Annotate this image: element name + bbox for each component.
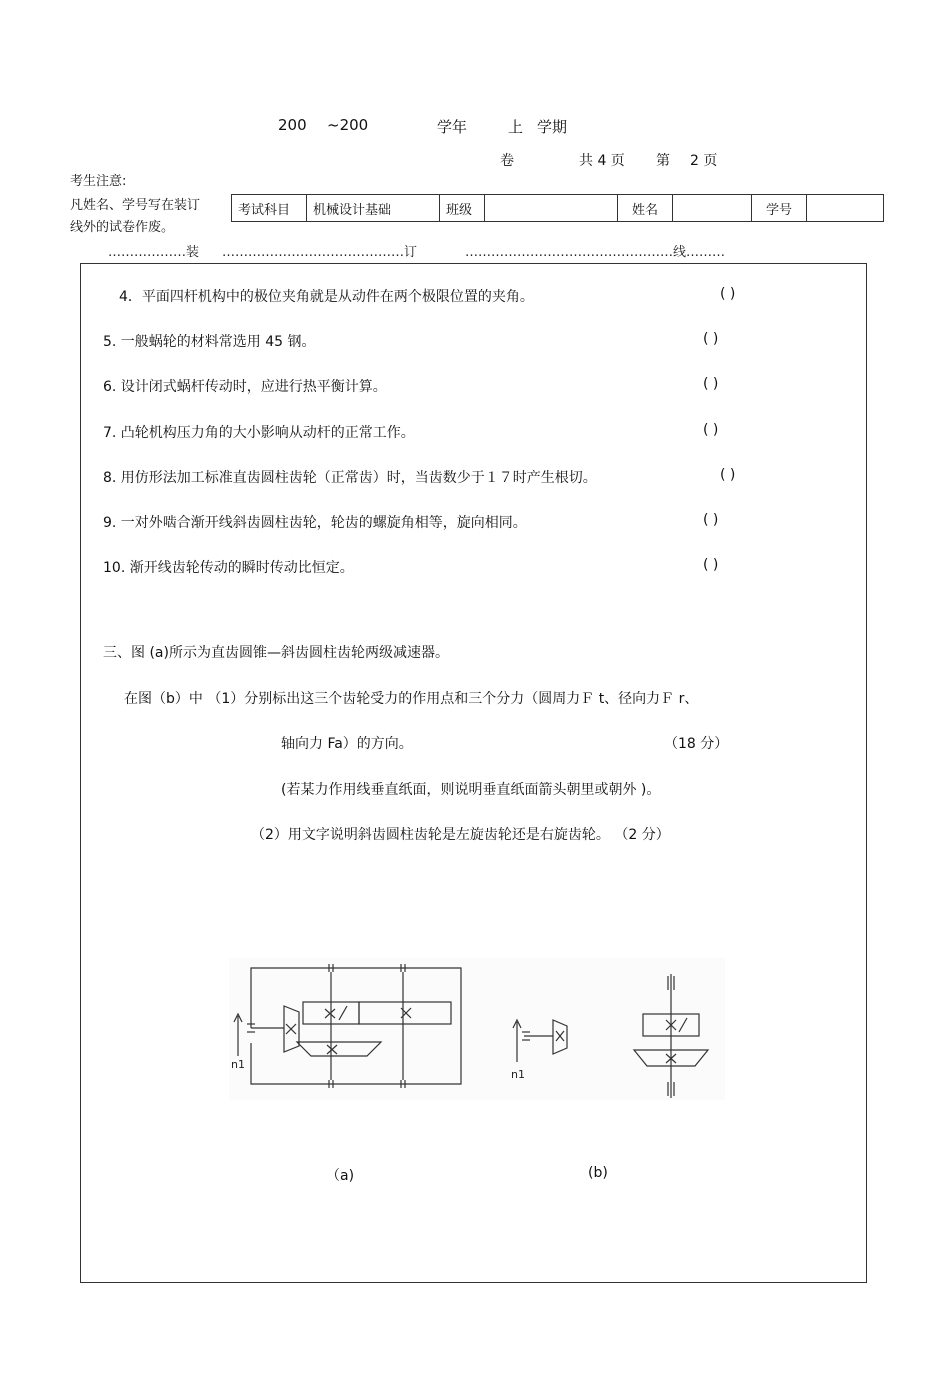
gear-reducer-diagram — [229, 958, 725, 1100]
answer-box-6[interactable]: ( ) — [703, 376, 719, 392]
class-label: 班级 — [440, 195, 485, 222]
page-number: 2 页 — [690, 153, 718, 169]
n1-label-b: n1 — [511, 1068, 525, 1081]
answer-box-4[interactable]: ( ) — [720, 286, 736, 302]
gear-reducer-figure — [229, 958, 725, 1100]
section-3-line-2: 轴向力 Fa）的方向。 — [281, 736, 413, 752]
answer-box-9[interactable]: ( ) — [703, 512, 719, 528]
subject-label: 考试科目 — [232, 195, 307, 222]
caption-a: （a) — [326, 1168, 355, 1184]
binding-line-segment-1: ………………装 — [108, 245, 200, 260]
caption-b: (b) — [588, 1165, 608, 1181]
binding-line-segment-3: …………………………………………线……… — [465, 245, 725, 260]
question-8: 8. 用仿形法加工标准直齿圆柱齿轮（正常齿）时，当齿数少于１７时产生根切。 — [103, 470, 597, 486]
year-from: 200 — [278, 116, 307, 134]
question-7: 7. 凸轮机构压力角的大小影响从动杆的正常工作。 — [103, 425, 415, 441]
notice-line-1: 凡姓名、学号写在装订 — [70, 198, 201, 213]
answer-box-7[interactable]: ( ) — [703, 422, 719, 438]
school-year-label: 学年 — [437, 118, 468, 136]
question-4: 4．平面四杆机构中的极位夹角就是从动件在两个极限位置的夹角。 — [119, 289, 534, 305]
section-3-line-4: （2）用文字说明斜齿圆柱齿轮是左旋齿轮还是右旋齿轮。 （2 分） — [251, 827, 670, 843]
answer-frame — [80, 263, 867, 1283]
class-field[interactable] — [485, 195, 618, 222]
section-3-score-1: （18 分） — [664, 736, 729, 752]
paper-label: 卷 — [500, 153, 514, 169]
answer-box-10[interactable]: ( ) — [703, 557, 719, 573]
answer-box-8[interactable]: ( ) — [720, 467, 736, 483]
id-field[interactable] — [807, 195, 884, 222]
section-3-line-1: 在图（b）中 （1）分别标出这三个齿轮受力的作用点和三个分力（圆周力Ｆ t、径向力Ｆ r、 — [124, 691, 699, 707]
year-to: ~200 — [327, 116, 369, 134]
answer-box-5[interactable]: ( ) — [703, 331, 719, 347]
notice-line-2: 线外的试卷作废。 — [70, 220, 175, 235]
n1-label-a: n1 — [231, 1058, 245, 1071]
binding-line-segment-2: ……………………………………订 — [222, 245, 418, 260]
subject-value: 机械设计基础 — [307, 195, 440, 222]
exam-info-table — [231, 194, 884, 222]
id-label: 学号 — [752, 195, 807, 222]
question-5: 5. 一般蜗轮的材料常选用 45 钢。 — [103, 334, 316, 350]
question-6: 6. 设计闭式蜗杆传动时，应进行热平衡计算。 — [103, 379, 387, 395]
question-10: 10. 渐开线齿轮传动的瞬时传动比恒定。 — [103, 560, 354, 576]
page-label: 第 — [656, 153, 670, 169]
question-9: 9. 一对外啮合渐开线斜齿圆柱齿轮，轮齿的螺旋角相等，旋向相同。 — [103, 515, 527, 531]
term-label: 上 — [508, 118, 524, 136]
name-label: 姓名 — [618, 195, 673, 222]
section-3-title: 三、图 (a)所示为直齿圆锥—斜齿圆柱齿轮两级减速器。 — [103, 645, 449, 661]
total-pages: 共 4 页 — [579, 153, 625, 169]
section-3-line-3: (若某力作用线垂直纸面，则说明垂直纸面箭头朝里或朝外 )。 — [281, 782, 661, 798]
semester-label: 学期 — [537, 118, 568, 136]
notice-title: 考生注意: — [70, 174, 127, 189]
name-field[interactable] — [673, 195, 752, 222]
